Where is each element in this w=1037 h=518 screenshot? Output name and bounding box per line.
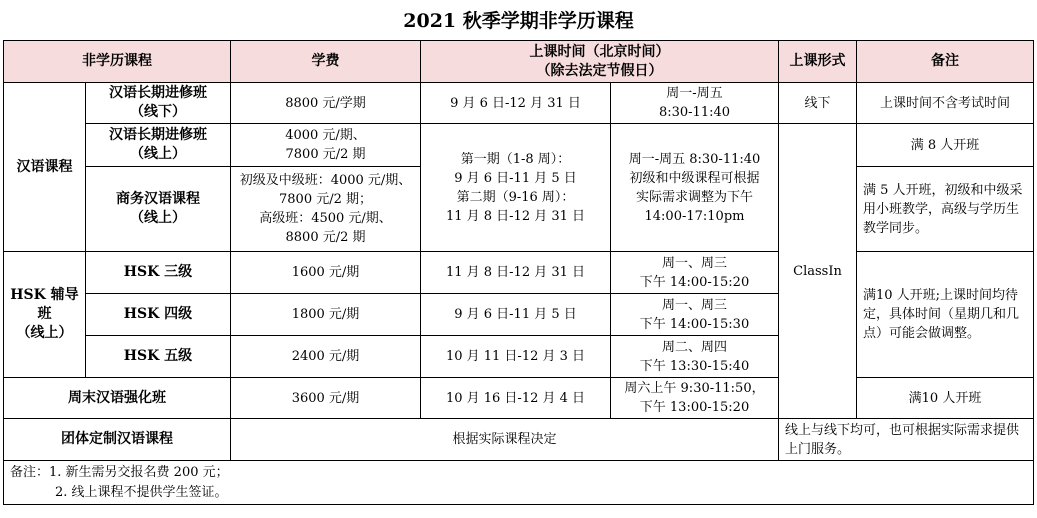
course-remark: 线上与线下均可，也可根据实际需求提供上门服务。 <box>779 419 1034 461</box>
online-dates: 第一期（1-8 周）： 9 月 6 日-11 月 5 日 第二期（9-16 周）： 11 月 8 日-12 月 31 日 <box>421 124 611 252</box>
course-dates: 9 月 6 日-12 月 31 日 <box>421 83 611 124</box>
course-fee: 初级及中级班：4000 元/期、 7800 元/2 期； 高级班：4500 元/期、 8800 元/2 期 <box>231 167 421 252</box>
course-fee: 8800 元/学期 <box>231 83 421 124</box>
course-hours: 周一、周三 下午 14:00-15:20 <box>611 252 779 294</box>
header-course: 非学历课程 <box>4 41 231 83</box>
header-remark: 备注 <box>857 41 1034 83</box>
course-remark: 满10 人开班 <box>857 378 1034 419</box>
course-name: 周末汉语强化班 <box>4 378 231 419</box>
course-dates: 11 月 8 日-12 月 31 日 <box>421 252 611 294</box>
course-name: 团体定制汉语课程 <box>4 419 231 461</box>
course-hours: 周六上午 9:30-11:50， 下午 13:00-15:20 <box>611 378 779 419</box>
header-mode: 上课形式 <box>779 41 857 83</box>
course-fee: 1800 元/期 <box>231 294 421 336</box>
course-name: 商务汉语课程 （线上） <box>86 167 231 252</box>
table-row <box>4 378 1034 419</box>
course-table <box>3 40 1034 505</box>
header-row <box>4 41 1034 83</box>
footnote-2: 2. 线上课程不提供学生签证。 <box>55 484 228 500</box>
online-hours: 周一-周五 8:30-11:40 初级和中级课程可根据 实际需求调整为下午 14:00-17:10pm <box>611 124 779 252</box>
course-name: HSK 四级 <box>86 294 231 336</box>
footnote-row <box>4 461 1034 505</box>
table-row <box>4 83 1034 124</box>
footnotes <box>4 461 1034 505</box>
course-fee: 1600 元/期 <box>231 252 421 294</box>
table-row <box>4 252 1034 294</box>
course-mode: 线下 <box>779 83 857 124</box>
course-remark: 满 5 人开班，初级和中级采用小班教学，高级与学历生教学同步。 <box>857 167 1034 252</box>
course-name: 汉语长期进修班 （线上） <box>86 124 231 167</box>
hsk-remark: 满10 人开班;上课时间均待定，具体时间（星期几和几点）可能会做调整。 <box>857 252 1034 378</box>
online-mode: ClassIn <box>779 124 857 419</box>
course-hours: 周二、周四 下午 13:30-15:40 <box>611 336 779 378</box>
course-combined: 根据实际课程决定 <box>231 419 779 461</box>
course-fee: 4000 元/期、 7800 元/2 期 <box>231 124 421 167</box>
course-dates: 10 月 16 日-12 月 4 日 <box>421 378 611 419</box>
header-fee: 学费 <box>231 41 421 83</box>
table-row <box>4 419 1034 461</box>
page-title: 2021 秋季学期非学历课程 <box>403 10 634 32</box>
group-chinese: 汉语课程 <box>4 83 86 252</box>
course-name: HSK 三级 <box>86 252 231 294</box>
group-hsk: HSK 辅导班 （线上） <box>4 252 86 378</box>
course-name: 汉语长期进修班 （线下） <box>86 83 231 124</box>
course-remark: 上课时间不含考试时间 <box>857 83 1034 124</box>
course-fee: 3600 元/期 <box>231 378 421 419</box>
course-remark: 满 8 人开班 <box>857 124 1034 167</box>
footnote-1: 备注：1. 新生需另交报名费 200 元； <box>10 464 229 480</box>
course-hours: 周一、周三 下午 14:00-15:30 <box>611 294 779 336</box>
course-fee: 2400 元/期 <box>231 336 421 378</box>
course-name: HSK 五级 <box>86 336 231 378</box>
course-dates: 10 月 11 日-12 月 3 日 <box>421 336 611 378</box>
header-time: 上课时间（北京时间） （除去法定节假日） <box>421 41 779 83</box>
table-row <box>4 124 1034 167</box>
course-hours: 周一-周五 8:30-11:40 <box>611 83 779 124</box>
course-dates: 9 月 6 日-11 月 5 日 <box>421 294 611 336</box>
